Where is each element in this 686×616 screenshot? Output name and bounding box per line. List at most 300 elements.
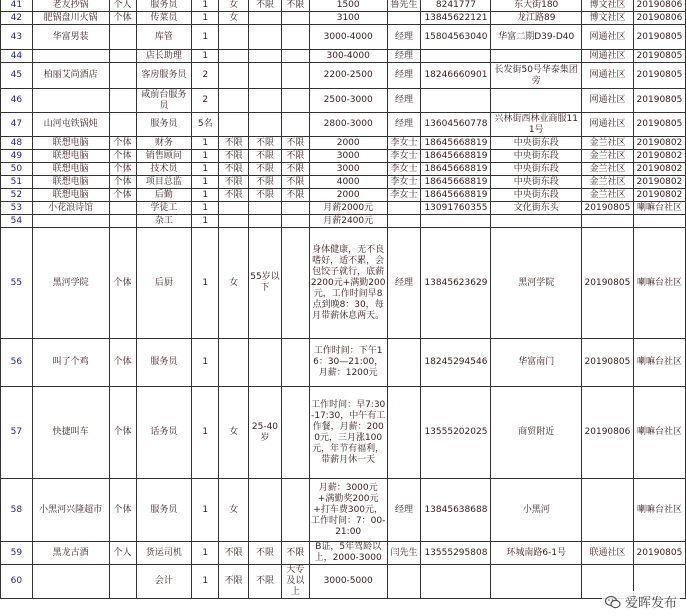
date-cell[interactable]: 20190802 bbox=[633, 176, 685, 189]
contact-person-cell[interactable]: 闫先生 bbox=[387, 542, 421, 565]
address-cell[interactable]: 兴林街西林业商服111号 bbox=[491, 113, 582, 137]
address-cell[interactable] bbox=[491, 89, 582, 113]
position-cell[interactable]: 会计 bbox=[136, 565, 192, 599]
phone-number-cell[interactable]: 15804563040 bbox=[421, 25, 491, 50]
age-cell[interactable] bbox=[249, 12, 282, 25]
company-name-cell[interactable] bbox=[32, 50, 109, 63]
education-cell[interactable]: 不限 bbox=[281, 542, 309, 565]
date-cell[interactable]: 20190805 bbox=[633, 113, 685, 137]
business-type-cell[interactable]: 个体 bbox=[109, 339, 136, 387]
table-row bbox=[1, 339, 686, 387]
address-cell[interactable] bbox=[491, 50, 582, 63]
address-cell[interactable] bbox=[491, 565, 582, 599]
age-cell[interactable] bbox=[249, 50, 282, 63]
row-number-cell[interactable]: 45 bbox=[1, 63, 33, 89]
age-cell[interactable]: 不限 bbox=[249, 150, 282, 163]
age-cell[interactable]: 55岁以下 bbox=[249, 228, 282, 339]
position-cell[interactable]: 传菜员 bbox=[136, 12, 192, 25]
education-cell[interactable] bbox=[281, 63, 309, 89]
contact-person-cell[interactable]: 李女士 bbox=[387, 176, 421, 189]
row-number-cell[interactable]: 55 bbox=[1, 228, 33, 339]
position-cell[interactable]: 服务员 bbox=[136, 0, 192, 12]
business-type-cell[interactable] bbox=[109, 202, 136, 215]
phone-number-cell[interactable]: 18245294546 bbox=[421, 339, 491, 387]
position-cell[interactable]: 后厨 bbox=[136, 228, 192, 339]
phone-number-cell[interactable]: 18645668819 bbox=[421, 150, 491, 163]
row-number-cell[interactable]: 46 bbox=[1, 89, 33, 113]
headcount-cell[interactable]: 1 bbox=[192, 479, 219, 542]
education-cell[interactable]: 大专及以上 bbox=[281, 565, 309, 599]
salary-requirements-cell[interactable]: 身体健康，无不良嗜好，适不累，会包饺子就行，底薪2200元+满勤200元，工作时间早8点到晚8：30，每月带薪休息两天。 bbox=[309, 228, 387, 339]
gender-cell[interactable]: 女 bbox=[219, 387, 249, 479]
phone-number-cell[interactable]: 13604560778 bbox=[421, 113, 491, 137]
company-name-cell[interactable]: 联想电脑 bbox=[32, 189, 109, 202]
phone-number-cell[interactable]: 8241777 bbox=[421, 0, 491, 12]
gender-cell[interactable]: 不限 bbox=[219, 137, 249, 150]
address-cell[interactable]: 华富二期D39-D40 bbox=[491, 25, 582, 50]
salary-requirements-cell[interactable]: 2800-3000 bbox=[309, 113, 387, 137]
salary-requirements-cell[interactable]: 月薪：3000元+满勤奖200元+打车费300元，工作时间：7：00-21:00 bbox=[309, 479, 387, 542]
contact-person-cell[interactable]: 经理 bbox=[387, 50, 421, 63]
company-name-cell[interactable] bbox=[32, 565, 109, 599]
community-cell[interactable]: 金兰社区 bbox=[581, 176, 633, 189]
date-cell[interactable]: 20190805 bbox=[633, 50, 685, 63]
business-type-cell[interactable] bbox=[109, 113, 136, 137]
table-row bbox=[1, 113, 686, 137]
business-type-cell[interactable]: 个体 bbox=[109, 479, 136, 542]
community-cell[interactable]: 金兰社区 bbox=[581, 189, 633, 202]
company-name-cell[interactable]: 老友抄锅 bbox=[32, 0, 109, 12]
phone-number-cell[interactable]: 13091760355 bbox=[421, 202, 491, 215]
headcount-cell[interactable]: 1 bbox=[192, 215, 219, 228]
position-cell[interactable]: 货运司机 bbox=[136, 542, 192, 565]
address-cell[interactable]: 小黑河 bbox=[491, 479, 582, 542]
salary-requirements-cell[interactable]: 月薪2400元 bbox=[309, 215, 387, 228]
business-type-cell[interactable] bbox=[109, 215, 136, 228]
row-number-cell[interactable]: 53 bbox=[1, 202, 33, 215]
business-type-cell[interactable]: 个人 bbox=[109, 542, 136, 565]
gender-cell[interactable] bbox=[219, 25, 249, 50]
salary-requirements-cell[interactable]: 2500-3000 bbox=[309, 89, 387, 113]
salary-requirements-cell[interactable]: 4000 bbox=[309, 176, 387, 189]
position-cell[interactable]: 服务员 bbox=[136, 339, 192, 387]
date-cell[interactable]: 20190805 bbox=[633, 542, 685, 565]
address-cell[interactable]: 中央街东段 bbox=[491, 189, 582, 202]
community-cell[interactable]: 联通社区 bbox=[581, 542, 633, 565]
position-cell[interactable]: 咸前台服务员 bbox=[136, 89, 192, 113]
contact-person-cell[interactable]: 经理 bbox=[387, 113, 421, 137]
watermark bbox=[602, 591, 680, 612]
position-cell[interactable]: 学徒工 bbox=[136, 202, 192, 215]
salary-requirements-cell[interactable]: 工作时间：下午16：30—21:00，月薪：1200元 bbox=[309, 339, 387, 387]
age-cell[interactable] bbox=[249, 202, 282, 215]
row-number-cell[interactable]: 47 bbox=[1, 113, 33, 137]
company-name-cell[interactable]: 联想电脑 bbox=[32, 137, 109, 150]
company-name-cell[interactable]: 小黑河兴隆超市 bbox=[32, 479, 109, 542]
table-row bbox=[1, 12, 686, 25]
row-number-cell[interactable]: 49 bbox=[1, 150, 33, 163]
date-cell[interactable]: 20190806 bbox=[633, 0, 685, 12]
contact-person-cell[interactable]: 经理 bbox=[387, 228, 421, 339]
gender-cell[interactable] bbox=[219, 50, 249, 63]
age-cell[interactable]: 不限 bbox=[249, 189, 282, 202]
position-cell[interactable]: 客房服务员 bbox=[136, 63, 192, 89]
community-cell[interactable]: 网通社区 bbox=[581, 50, 633, 63]
contact-person-cell[interactable]: 鲁先生 bbox=[387, 0, 421, 12]
phone-number-cell[interactable]: 13845638688 bbox=[421, 479, 491, 542]
company-name-cell[interactable]: 快捷叫车 bbox=[32, 387, 109, 479]
row-number-cell[interactable]: 57 bbox=[1, 387, 33, 479]
headcount-cell[interactable]: 5名 bbox=[192, 113, 219, 137]
date-cell[interactable] bbox=[633, 215, 685, 228]
gender-cell[interactable]: 不限 bbox=[219, 565, 249, 599]
age-cell[interactable]: 25-40岁 bbox=[249, 387, 282, 479]
salary-requirements-cell[interactable]: 工作时间：早7:30-17:30，中午有工作餐，月薪：2000元，三月涨100元，年节有福利，带薪月休一天 bbox=[309, 387, 387, 479]
salary-requirements-cell[interactable]: B证，5年驾龄以上，2000-3000 bbox=[309, 542, 387, 565]
community-cell[interactable]: 20190805 bbox=[581, 339, 633, 387]
business-type-cell[interactable]: 个体 bbox=[109, 176, 136, 189]
salary-requirements-cell[interactable]: 3000-4000 bbox=[309, 25, 387, 50]
contact-person-cell[interactable] bbox=[387, 339, 421, 387]
community-cell[interactable]: 网通社区 bbox=[581, 89, 633, 113]
address-cell[interactable] bbox=[491, 215, 582, 228]
date-cell[interactable]: 20190805 bbox=[633, 25, 685, 50]
table-row bbox=[1, 137, 686, 150]
business-type-cell[interactable]: 个体 bbox=[109, 137, 136, 150]
gender-cell[interactable] bbox=[219, 202, 249, 215]
table-row bbox=[1, 542, 686, 565]
business-type-cell[interactable] bbox=[109, 25, 136, 50]
date-cell[interactable]: 喇嘛台社区 bbox=[633, 339, 685, 387]
date-cell[interactable]: 喇嘛台社区 bbox=[633, 387, 685, 479]
date-cell[interactable]: 20190802 bbox=[633, 137, 685, 150]
salary-requirements-cell[interactable]: 3100 bbox=[309, 12, 387, 25]
education-cell[interactable] bbox=[281, 215, 309, 228]
salary-requirements-cell[interactable]: 2200-2500 bbox=[309, 63, 387, 89]
community-cell[interactable]: 20190806 bbox=[581, 387, 633, 479]
phone-number-cell[interactable]: 18645668819 bbox=[421, 176, 491, 189]
company-name-cell[interactable]: 肥锅盘川火锅 bbox=[32, 12, 109, 25]
position-cell[interactable]: 服务员 bbox=[136, 113, 192, 137]
contact-person-cell[interactable] bbox=[387, 387, 421, 479]
position-cell[interactable]: 服务员 bbox=[136, 479, 192, 542]
age-cell[interactable]: 不限 bbox=[249, 176, 282, 189]
date-cell[interactable]: 20190802 bbox=[633, 163, 685, 176]
address-cell[interactable]: 东大街180 bbox=[491, 0, 582, 12]
phone-number-cell[interactable]: 13845622121 bbox=[421, 12, 491, 25]
age-cell[interactable] bbox=[249, 113, 282, 137]
phone-number-cell[interactable]: 18645668819 bbox=[421, 189, 491, 202]
date-cell[interactable]: 喇嘛台社区 bbox=[633, 228, 685, 339]
community-cell[interactable] bbox=[581, 215, 633, 228]
headcount-cell[interactable]: 2 bbox=[192, 63, 219, 89]
table-row bbox=[1, 387, 686, 479]
position-cell[interactable]: 店长助理 bbox=[136, 50, 192, 63]
phone-number-cell[interactable] bbox=[421, 565, 491, 599]
education-cell[interactable] bbox=[281, 202, 309, 215]
position-cell[interactable]: 技术员 bbox=[136, 163, 192, 176]
education-cell[interactable]: 不限 bbox=[281, 163, 309, 176]
education-cell[interactable] bbox=[281, 12, 309, 25]
position-cell[interactable]: 项目总监 bbox=[136, 176, 192, 189]
table-row bbox=[1, 63, 686, 89]
community-cell[interactable]: 博文社区 bbox=[581, 12, 633, 25]
table-row bbox=[1, 89, 686, 113]
position-cell[interactable]: 销售顾问 bbox=[136, 150, 192, 163]
education-cell[interactable] bbox=[281, 89, 309, 113]
business-type-cell[interactable]: 个体 bbox=[109, 228, 136, 339]
row-number-cell[interactable]: 58 bbox=[1, 479, 33, 542]
headcount-cell[interactable]: 1 bbox=[192, 387, 219, 479]
phone-number-cell[interactable] bbox=[421, 215, 491, 228]
table-row bbox=[1, 176, 686, 189]
watermark-text: 爱晖发布 bbox=[624, 596, 677, 611]
gender-cell[interactable]: 女 bbox=[219, 12, 249, 25]
salary-requirements-cell[interactable]: 3000-5000 bbox=[309, 565, 387, 599]
row-number-cell[interactable]: 43 bbox=[1, 25, 33, 50]
address-cell[interactable]: 中央街东段 bbox=[491, 150, 582, 163]
contact-person-cell[interactable]: 经理 bbox=[387, 25, 421, 50]
company-name-cell[interactable]: 山河屯铁锅炖 bbox=[32, 113, 109, 137]
company-name-cell[interactable]: 小花浪诗馆 bbox=[32, 202, 109, 215]
date-cell[interactable]: 喇嘛台社区 bbox=[633, 202, 685, 215]
headcount-cell[interactable]: 1 bbox=[192, 176, 219, 189]
address-cell[interactable]: 华富南门 bbox=[491, 339, 582, 387]
community-cell[interactable]: 20190805 bbox=[581, 202, 633, 215]
business-type-cell[interactable]: 个体 bbox=[109, 163, 136, 176]
headcount-cell[interactable]: 1 bbox=[192, 0, 219, 12]
salary-requirements-cell[interactable]: 3000 bbox=[309, 150, 387, 163]
gender-cell[interactable]: 不限 bbox=[219, 176, 249, 189]
row-number-cell[interactable]: 42 bbox=[1, 12, 33, 25]
table-row bbox=[1, 565, 686, 599]
age-cell[interactable] bbox=[249, 479, 282, 542]
date-cell[interactable]: 20190805 bbox=[633, 89, 685, 113]
company-name-cell[interactable] bbox=[32, 215, 109, 228]
address-cell[interactable]: 龙江路89 bbox=[491, 12, 582, 25]
community-cell[interactable]: 金兰社区 bbox=[581, 163, 633, 176]
phone-number-cell[interactable]: 18645668819 bbox=[421, 137, 491, 150]
position-cell[interactable]: 库管 bbox=[136, 25, 192, 50]
row-number-cell[interactable]: 54 bbox=[1, 215, 33, 228]
headcount-cell[interactable]: 1 bbox=[192, 25, 219, 50]
gender-cell[interactable] bbox=[219, 339, 249, 387]
age-cell[interactable] bbox=[249, 339, 282, 387]
row-number-cell[interactable]: 44 bbox=[1, 50, 33, 63]
phone-number-cell[interactable]: 13555295808 bbox=[421, 542, 491, 565]
business-type-cell[interactable] bbox=[109, 89, 136, 113]
gender-cell[interactable]: 女 bbox=[219, 228, 249, 339]
gender-cell[interactable]: 不限 bbox=[219, 163, 249, 176]
education-cell[interactable] bbox=[281, 339, 309, 387]
salary-requirements-cell[interactable]: 2000 bbox=[309, 189, 387, 202]
row-number-cell[interactable]: 56 bbox=[1, 339, 33, 387]
date-cell[interactable]: 20190802 bbox=[633, 150, 685, 163]
contact-person-cell[interactable]: 李女士 bbox=[387, 150, 421, 163]
position-cell[interactable]: 杂工 bbox=[136, 215, 192, 228]
phone-number-cell[interactable]: 13555202025 bbox=[421, 387, 491, 479]
education-cell[interactable] bbox=[281, 25, 309, 50]
headcount-cell[interactable]: 1 bbox=[192, 228, 219, 339]
gender-cell[interactable]: 不限 bbox=[219, 150, 249, 163]
community-cell[interactable]: 博文社区 bbox=[581, 0, 633, 12]
row-number-cell[interactable]: 52 bbox=[1, 189, 33, 202]
company-name-cell[interactable]: 黑龙古酒 bbox=[32, 542, 109, 565]
business-type-cell[interactable]: 个体 bbox=[109, 387, 136, 479]
age-cell[interactable] bbox=[249, 89, 282, 113]
row-number-cell[interactable]: 41 bbox=[1, 0, 33, 12]
gender-cell[interactable]: 女 bbox=[219, 0, 249, 12]
contact-person-cell[interactable]: 李女士 bbox=[387, 163, 421, 176]
gender-cell[interactable] bbox=[219, 113, 249, 137]
position-cell[interactable]: 后勤 bbox=[136, 189, 192, 202]
headcount-cell[interactable]: 1 bbox=[192, 12, 219, 25]
headcount-cell[interactable]: 1 bbox=[192, 50, 219, 63]
row-number-cell[interactable]: 59 bbox=[1, 542, 33, 565]
row-number-cell[interactable]: 50 bbox=[1, 163, 33, 176]
education-cell[interactable]: 不限 bbox=[281, 150, 309, 163]
company-name-cell[interactable]: 联想电脑 bbox=[32, 150, 109, 163]
gender-cell[interactable] bbox=[219, 215, 249, 228]
address-cell[interactable]: 中央街东段 bbox=[491, 176, 582, 189]
position-cell[interactable]: 财务 bbox=[136, 137, 192, 150]
contact-person-cell[interactable]: 经理 bbox=[387, 479, 421, 542]
education-cell[interactable]: 不限 bbox=[281, 0, 309, 12]
business-type-cell[interactable]: 个体 bbox=[109, 12, 136, 25]
contact-person-cell[interactable] bbox=[387, 202, 421, 215]
headcount-cell[interactable]: 1 bbox=[192, 565, 219, 599]
phone-number-cell[interactable]: 18645668819 bbox=[421, 163, 491, 176]
table-row bbox=[1, 163, 686, 176]
education-cell[interactable] bbox=[281, 479, 309, 542]
phone-number-cell[interactable]: 13845623629 bbox=[421, 228, 491, 339]
age-cell[interactable]: 不限 bbox=[249, 163, 282, 176]
company-name-cell[interactable]: 黑河学院 bbox=[32, 228, 109, 339]
business-type-cell[interactable]: 个人 bbox=[109, 0, 136, 12]
table-row bbox=[1, 50, 686, 63]
salary-requirements-cell[interactable]: 2000 bbox=[309, 137, 387, 150]
phone-number-cell[interactable]: 18246660901 bbox=[421, 63, 491, 89]
salary-requirements-cell[interactable]: 300-4000 bbox=[309, 50, 387, 63]
community-cell[interactable]: 网通社区 bbox=[581, 63, 633, 89]
gender-cell[interactable] bbox=[219, 89, 249, 113]
company-name-cell[interactable]: 联想电脑 bbox=[32, 163, 109, 176]
date-cell[interactable]: 20190805 bbox=[633, 63, 685, 89]
headcount-cell[interactable]: 1 bbox=[192, 542, 219, 565]
gender-cell[interactable]: 女 bbox=[219, 479, 249, 542]
age-cell[interactable] bbox=[249, 63, 282, 89]
age-cell[interactable] bbox=[249, 215, 282, 228]
gender-cell[interactable] bbox=[219, 63, 249, 89]
contact-person-cell[interactable] bbox=[387, 565, 421, 599]
age-cell[interactable]: 不限 bbox=[249, 542, 282, 565]
business-type-cell[interactable] bbox=[109, 50, 136, 63]
date-cell[interactable]: 20190802 bbox=[633, 189, 685, 202]
community-cell[interactable] bbox=[581, 479, 633, 542]
headcount-cell[interactable]: 1 bbox=[192, 137, 219, 150]
company-name-cell[interactable]: 联想电脑 bbox=[32, 176, 109, 189]
salary-requirements-cell[interactable]: 1500 bbox=[309, 0, 387, 12]
education-cell[interactable] bbox=[281, 228, 309, 339]
salary-requirements-cell[interactable]: 月薪2000元 bbox=[309, 202, 387, 215]
community-cell[interactable]: 金兰社区 bbox=[581, 150, 633, 163]
phone-number-cell[interactable] bbox=[421, 50, 491, 63]
table-row bbox=[1, 228, 686, 339]
address-cell[interactable]: 黑河学院 bbox=[491, 228, 582, 339]
table-row bbox=[1, 479, 686, 542]
headcount-cell[interactable]: 1 bbox=[192, 202, 219, 215]
company-name-cell[interactable]: 叫了个鸡 bbox=[32, 339, 109, 387]
gender-cell[interactable]: 不限 bbox=[219, 542, 249, 565]
contact-person-cell[interactable] bbox=[387, 215, 421, 228]
education-cell[interactable]: 不限 bbox=[281, 137, 309, 150]
address-cell[interactable]: 中央街东段 bbox=[491, 163, 582, 176]
headcount-cell[interactable]: 1 bbox=[192, 150, 219, 163]
table-row bbox=[1, 25, 686, 50]
education-cell[interactable] bbox=[281, 50, 309, 63]
table-row bbox=[1, 202, 686, 215]
education-cell[interactable]: 不限 bbox=[281, 189, 309, 202]
address-cell[interactable]: 文化街东头 bbox=[491, 202, 582, 215]
community-cell[interactable]: 网通社区 bbox=[581, 25, 633, 50]
community-cell[interactable]: 20190805 bbox=[581, 228, 633, 339]
education-cell[interactable]: 不限 bbox=[281, 176, 309, 189]
education-cell[interactable] bbox=[281, 113, 309, 137]
address-cell[interactable]: 中央街东段 bbox=[491, 137, 582, 150]
date-cell[interactable]: 喇嘛台社区 bbox=[633, 479, 685, 542]
business-type-cell[interactable]: 个体 bbox=[109, 189, 136, 202]
age-cell[interactable]: 不限 bbox=[249, 565, 282, 599]
age-cell[interactable] bbox=[249, 25, 282, 50]
business-type-cell[interactable] bbox=[109, 565, 136, 599]
contact-person-cell[interactable]: 李女士 bbox=[387, 137, 421, 150]
position-cell[interactable]: 话务员 bbox=[136, 387, 192, 479]
contact-person-cell[interactable]: 经理 bbox=[387, 63, 421, 89]
headcount-cell[interactable]: 2 bbox=[192, 89, 219, 113]
wechat-icon bbox=[605, 595, 621, 609]
age-cell[interactable]: 不限 bbox=[249, 0, 282, 12]
education-cell[interactable] bbox=[281, 387, 309, 479]
headcount-cell[interactable]: 1 bbox=[192, 163, 219, 176]
company-name-cell[interactable]: 华富男装 bbox=[32, 25, 109, 50]
age-cell[interactable]: 不限 bbox=[249, 137, 282, 150]
business-type-cell[interactable] bbox=[109, 63, 136, 89]
salary-requirements-cell[interactable]: 3000 bbox=[309, 163, 387, 176]
address-cell[interactable]: 商贸附近 bbox=[491, 387, 582, 479]
row-number-cell[interactable]: 60 bbox=[1, 565, 33, 599]
address-cell[interactable]: 环城南路6-1号 bbox=[491, 542, 582, 565]
phone-number-cell[interactable] bbox=[421, 89, 491, 113]
date-cell[interactable]: 20190806 bbox=[633, 12, 685, 25]
business-type-cell[interactable]: 个体 bbox=[109, 150, 136, 163]
contact-person-cell[interactable] bbox=[387, 12, 421, 25]
table-row bbox=[1, 150, 686, 163]
headcount-cell[interactable]: 1 bbox=[192, 189, 219, 202]
row-number-cell[interactable]: 51 bbox=[1, 176, 33, 189]
gender-cell[interactable]: 不限 bbox=[219, 189, 249, 202]
company-name-cell[interactable]: 柏丽艾尚酒店 bbox=[32, 63, 109, 89]
community-cell[interactable]: 金兰社区 bbox=[581, 137, 633, 150]
table-row bbox=[1, 189, 686, 202]
company-name-cell[interactable] bbox=[32, 89, 109, 113]
community-cell[interactable]: 网通社区 bbox=[581, 113, 633, 137]
address-cell[interactable]: 长发街50号华泰集团旁 bbox=[491, 63, 582, 89]
row-number-cell[interactable]: 48 bbox=[1, 137, 33, 150]
table-row bbox=[1, 215, 686, 228]
contact-person-cell[interactable]: 李女士 bbox=[387, 189, 421, 202]
contact-person-cell[interactable]: 经理 bbox=[387, 89, 421, 113]
headcount-cell[interactable]: 1 bbox=[192, 339, 219, 387]
